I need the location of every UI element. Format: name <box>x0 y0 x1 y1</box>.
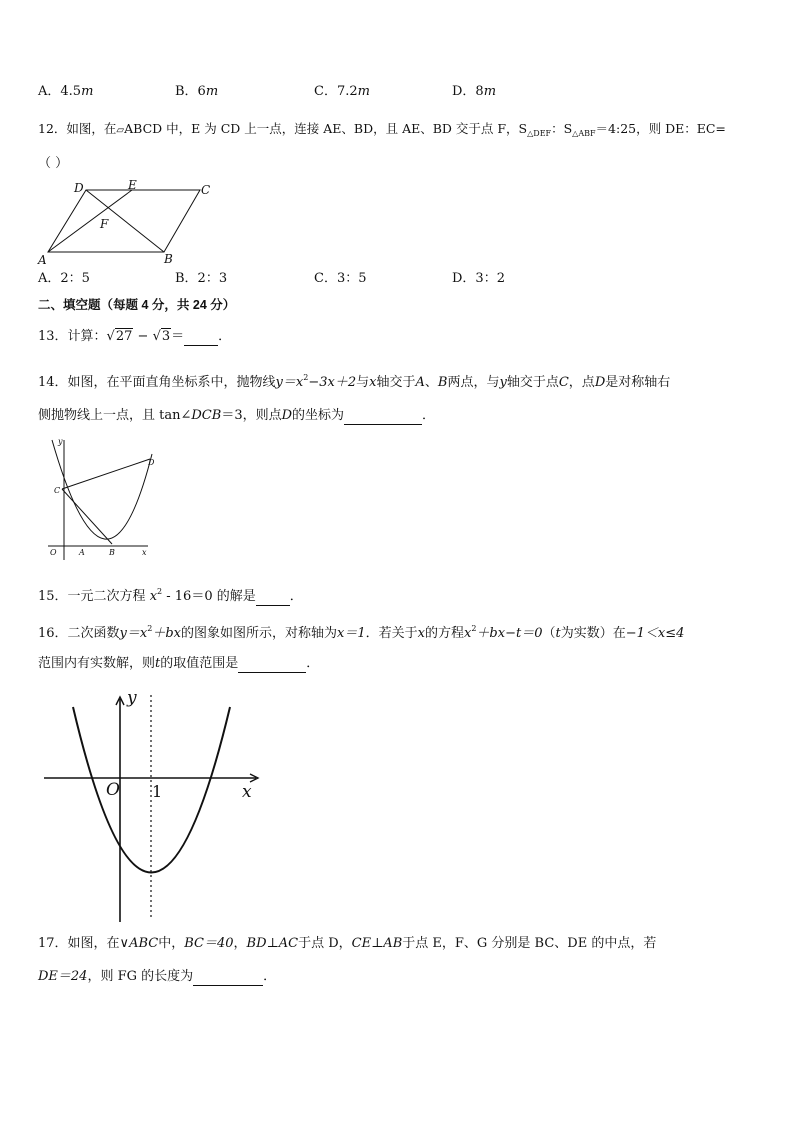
label-b: B <box>164 252 173 266</box>
q14-answer-blank[interactable] <box>344 410 422 425</box>
label-d: D <box>74 181 84 195</box>
q11-option-a: A．4.5m <box>38 84 94 99</box>
label-c: C <box>201 183 211 197</box>
label-d: D <box>148 458 155 467</box>
q11-option-c: C．7.2m <box>314 84 370 99</box>
q12-paren: （ ） <box>38 156 69 171</box>
label-a: A <box>38 253 47 266</box>
label-y: y <box>127 688 137 708</box>
label-y: y <box>58 437 63 446</box>
q14-line2: 侧抛物线上一点，且 tan∠DCB＝3，则点D的坐标为 ． <box>38 408 436 423</box>
segment-cb <box>62 489 112 544</box>
label-b: B <box>109 548 115 557</box>
q14-line1: 14．如图，在平面直角坐标系中，抛物线$y=x^2-3x+2$与x轴交于A、B两点，与y轴交于点C，点D是对称轴右 <box>38 373 671 390</box>
label-one: 1 <box>152 782 163 801</box>
q11-option-b: B．6m <box>175 84 219 99</box>
label-o: O <box>50 548 57 557</box>
q17-line2: DE＝24，则 FG 的长度为 ． <box>38 969 277 984</box>
parabola <box>52 440 152 539</box>
q14-figure <box>44 436 162 562</box>
q13-stem: 13．计算：√27 − √3＝ ． <box>38 329 232 344</box>
q16-line2: 范围内有实数解，则t的取值范围是 ． <box>38 656 320 671</box>
label-x: x <box>242 782 252 802</box>
q16-line1: 16．二次函数$y=x^2+bx$的图象如图所示，对称轴为x＝1．若关于x的方程$x^2+bx-t=0(t$为实数）在−1＜x≤4 <box>38 624 685 641</box>
label-x: x <box>142 548 147 557</box>
q12-option-d: D．3：2 <box>452 271 505 286</box>
q12-option-a: A．2：5 <box>38 271 90 286</box>
q12-option-c: C．3：5 <box>314 271 367 286</box>
segment-cd <box>62 459 150 489</box>
q11-option-d: D．8m <box>452 84 497 99</box>
label-f: F <box>100 217 109 231</box>
q12-option-b: B．2：3 <box>175 271 228 286</box>
q16-answer-blank[interactable] <box>238 658 306 673</box>
label-c: C <box>54 486 61 495</box>
q15-stem: 15．一元二次方程 $x^2 - 16=0$ 的解是 ． <box>38 587 303 604</box>
label-e: E <box>128 180 137 192</box>
q12-stem: 12．如图，在▱ABCD 中，E 为 CD 上一点，连接 AE、BD，且 AE、BD 交于点 F，$S_{\triangle DEF}$：$S_{\triangle ABF}=4:25$，则 DE：EC= <box>38 121 726 138</box>
q15-answer-blank[interactable] <box>256 591 290 606</box>
label-a: A <box>79 548 85 557</box>
q12-figure <box>36 180 226 266</box>
parallelogram-abcd <box>48 190 200 252</box>
q17-answer-blank[interactable] <box>193 971 263 986</box>
q16-figure <box>40 685 270 925</box>
q13-answer-blank[interactable] <box>184 331 218 346</box>
q17-line1: 17．如图，在∨ABC中，BC＝40，BD⊥AC于点 D，CE⊥AB于点 E，F、G 分别是 BC、DE 的中点，若 <box>38 936 657 951</box>
label-o: O <box>106 780 120 800</box>
section-title-fill-in: 二、填空题（每题 4 分，共 24 分） <box>38 298 236 312</box>
triangle-symbol-icon: ∨ <box>119 936 130 951</box>
segment-ae <box>48 190 132 252</box>
segment-bd <box>86 190 164 252</box>
